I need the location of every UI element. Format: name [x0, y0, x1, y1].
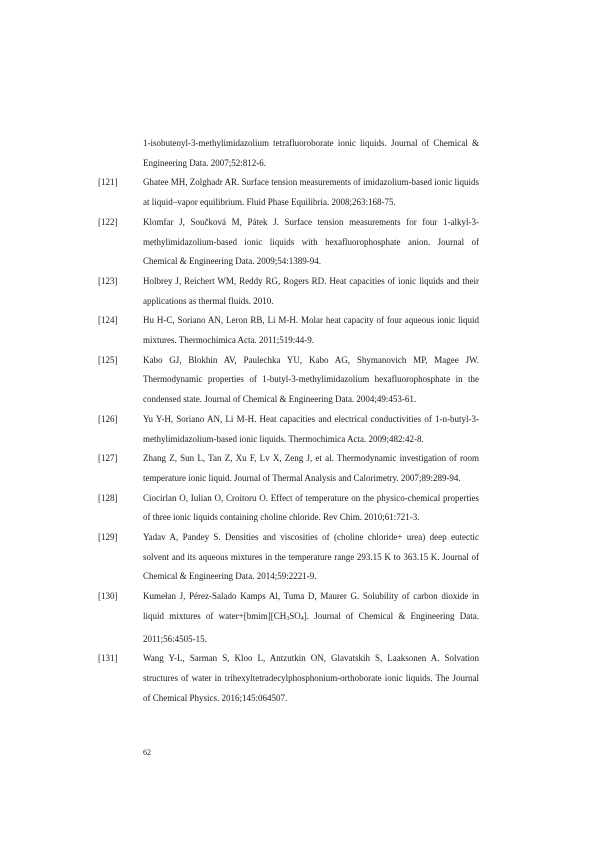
page-number: 62	[143, 748, 151, 757]
reference-text: Holbrey J, Reichert WM, Reddy RG, Rogers RD. Heat capacities of ionic liquids and their applications as thermal fluids. 2010.	[143, 275, 479, 306]
reference-list	[98, 134, 479, 708]
reference-number: [131]	[98, 653, 118, 664]
reference-text: Ghatee MH, Zolghadr AR. Surface tension measurements of imidazolium-based ionic liquids at liquid–vapor equilibrium. Fluid Phase Equilibria. 2008;263:168-75.	[143, 177, 479, 208]
reference-number: [124]	[98, 315, 118, 326]
reference-text: Klomfar J, Součková M, Pátek J. Surface tension measurements for four 1-alkyl-3-methylimidazolium-based ionic liquids with hexafluorophosphate anion. Journal of Chemical & Engineering Data. 2009;54:1389-94.	[143, 216, 479, 267]
reference-number: [122]	[98, 216, 118, 227]
reference-item	[98, 272, 479, 311]
reference-text: Zhang Z, Sun L, Tan Z, Xu F, Lv X, Zeng J, et al. Thermodynamic investigation of room temperature ionic liquid. Journal of Thermal Analysis and Calorimetry. 2007;89:289-94.	[143, 453, 479, 483]
reference-text: Kabo GJ, Blokhin AV, Paulechka YU, Kabo AG, Shymanovich MP, Magee JW. Thermodynamic properties of 1-butyl-3-methylimidazolium hexafluorophosphate in the condensed state. Journal of Chemical & Engineering Data. 2004;49:453-61.	[143, 354, 479, 405]
reference-number: [128]	[98, 492, 118, 503]
reference-text-part: SO	[289, 610, 301, 621]
reference-number: [123]	[98, 275, 118, 286]
reference-number: [126]	[98, 413, 118, 424]
reference-item	[98, 489, 479, 528]
reference-number: [129]	[98, 532, 118, 543]
reference-text: Yu Y-H, Soriano AN, Li M-H. Heat capacities and electrical conductivities of 1-n-butyl-3-methylimidazolium-based ionic liquids. Thermochimica Acta. 2009;482:42-8.	[143, 413, 479, 444]
reference-number: [125]	[98, 354, 118, 365]
subscript: 3	[286, 615, 290, 622]
reference-text: Ciocirlan O, Iulian O, Croitoru O. Effect of temperature on the physico-chemical properties of three ionic liquids containing choline chloride. Rev Chim. 2010;61:721-3.	[143, 492, 479, 523]
reference-text: Hu H-C, Soriano AN, Leron RB, Li M-H. Molar heat capacity of four aqueous ionic liquid mixtures. Thermochimica Acta. 2011;519:44-9.	[143, 315, 479, 346]
reference-number: [121]	[98, 177, 118, 188]
reference-text-part: ]. Journal of Chemical & Engineering Data. 2011;56:4505-15.	[143, 610, 479, 644]
reference-item	[98, 587, 479, 649]
reference-item	[98, 528, 479, 587]
reference-text: 1-isobutenyl-3-methylimidazolium tetrafluoroborate ionic liquids. Journal of Chemical & Engineering Data. 2007;52:812-6.	[143, 138, 479, 168]
reference-item	[98, 173, 479, 212]
reference-item	[98, 213, 479, 272]
reference-text-part: Kumełan J, Pérez-Salado Kamps Al, Tuma D, Maurer G. Solubility of carbon dioxide in liquid mixtures of water+[bmim][CH	[143, 591, 479, 621]
reference-text	[143, 587, 479, 649]
reference-item	[98, 649, 479, 708]
reference-item	[98, 449, 479, 488]
reference-item	[98, 351, 479, 410]
reference-item	[98, 410, 479, 449]
reference-number: [127]	[98, 453, 118, 464]
subscript: 4	[300, 615, 304, 622]
reference-text: Yadav A, Pandey S. Densities and viscosities of (choline chloride+ urea) deep eutectic solvent and its aqueous mixtures in the temperature range 293.15 K to 363.15 K. Journal of Chemical & Engineering Data. 2014;59:2221-9.	[143, 532, 479, 582]
reference-item	[143, 134, 479, 173]
reference-item	[98, 311, 479, 350]
reference-text: Wang Y-L, Sarman S, Kloo L, Antzutkin ON, Glavatskih S, Laaksonen A. Solvation structures of water in trihexyltetradecylphosphonium-orthoborate ionic liquids. The Journal of Chemical Physics. 2016;145:064507.	[143, 653, 479, 703]
reference-number: [130]	[98, 591, 118, 602]
